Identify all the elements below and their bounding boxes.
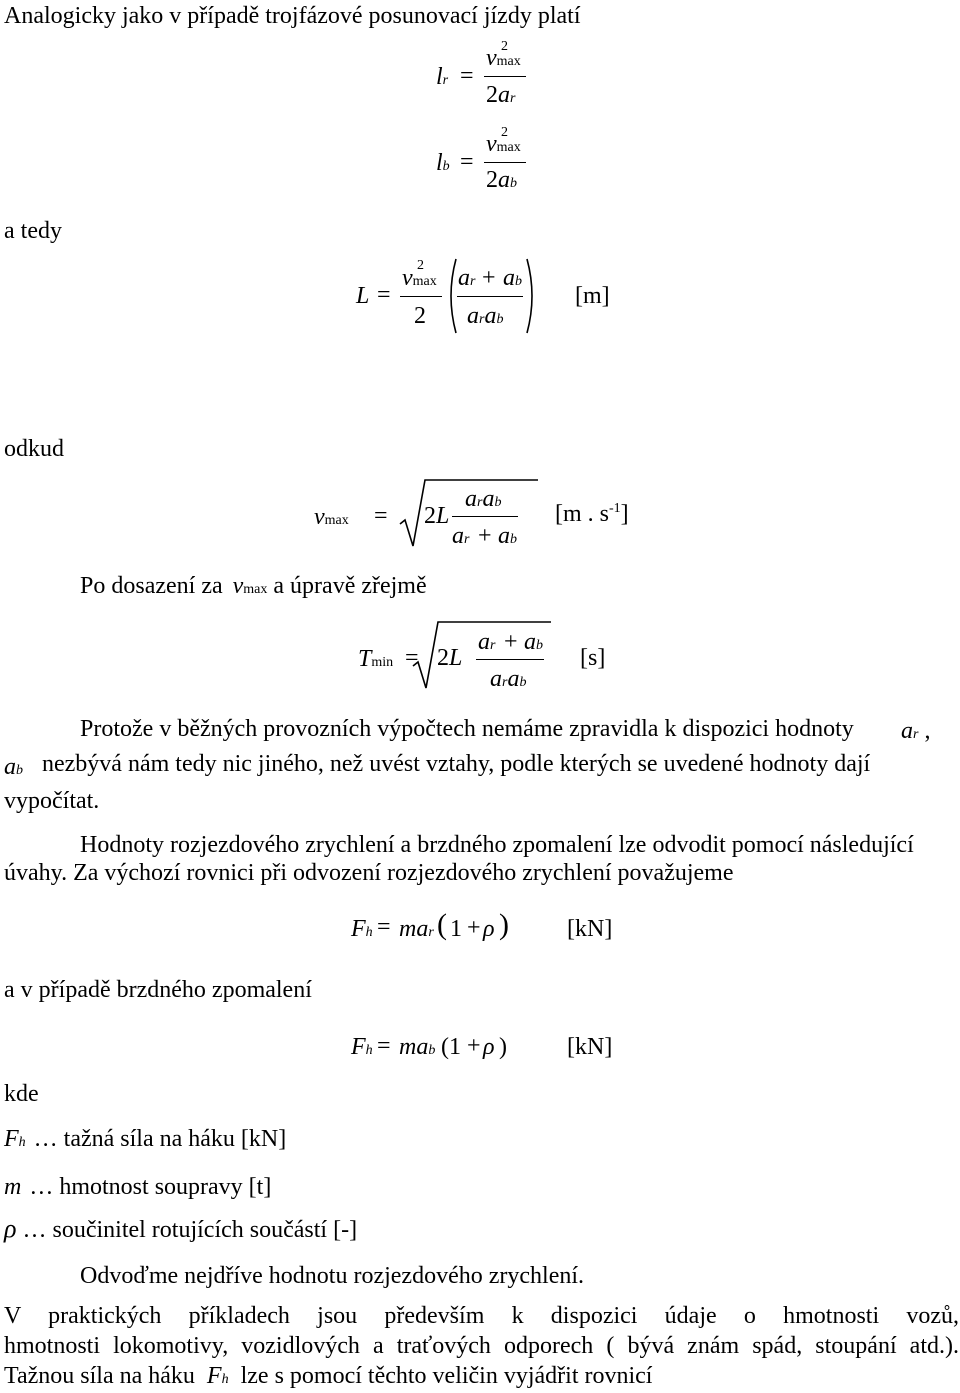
po-dosazeni-text-b: a úpravě zřejmě	[273, 573, 427, 599]
def-m: m … hmotnost soupravy [t]	[4, 1174, 272, 1200]
p3-line1: V praktických příkladech jsou především k dispozici údaje o hmotnosti vozů,	[4, 1303, 959, 1329]
unit-ms-exponent: -1	[609, 501, 621, 516]
p2-line1: Hodnoty rozjezdového zrychlení a brzdného zpomalení lze odvodit pomocí následující	[80, 832, 914, 858]
odvodme-text: Odvoďme nejdříve hodnotu rozjezdového zrychlení.	[80, 1263, 585, 1289]
p3-line2: hmotnosti lokomotivy, vozidlových a traťových odporech ( bývá znám spád, stoupání atd.).	[4, 1333, 959, 1359]
def-m-text: … hmotnost soupravy [t]	[29, 1174, 272, 1200]
a-tedy-text: a tedy	[4, 218, 62, 244]
p3-line3a: Tažnou síla na háku	[4, 1363, 195, 1389]
p3-line3: Tažnou síla na háku Fh lze s pomocí těchto veličin vyjádřit rovnicí	[4, 1363, 653, 1389]
def-fh-text: … tažná síla na háku [kN]	[33, 1126, 287, 1152]
unit-ms: [m . s	[555, 501, 609, 527]
a-v-pripade-text: a v případě brzdného zpomalení	[4, 977, 312, 1003]
odkud-text: odkud	[4, 436, 64, 462]
po-dosazeni-text-a: Po dosazení za	[80, 573, 223, 599]
p3-line3b: lze s pomocí těchto veličin vyjádřit rovnicí	[240, 1363, 653, 1389]
def-rho: ρ … součinitel rotujících součástí [-]	[4, 1214, 358, 1243]
unit-kn-2: [kN]	[567, 1034, 613, 1060]
unit-kn-1: [kN]	[567, 916, 613, 942]
symbol-ab: ab	[4, 754, 23, 780]
kde-text: kde	[4, 1081, 39, 1107]
symbol-ar: ar ,	[901, 718, 931, 744]
intro-text: Analogicky jako v případě trojfázové posunovací jízdy platí	[4, 3, 581, 29]
unit-ms-close: ]	[620, 501, 629, 527]
p2-line2: úvahy. Za výchozí rovnici při odvození rozjezdového zrychlení považujeme	[4, 860, 734, 886]
p1-line2: nezbývá nám tedy nic jiného, než uvést vztahy, podle kterých se uvedené hodnoty dají	[42, 751, 871, 777]
unit-m: [m]	[575, 283, 610, 309]
p1-line1: Protože v běžných provozních výpočtech nemáme zpravidla k dispozici hodnoty	[80, 716, 854, 742]
def-rho-text: … součinitel rotujících součástí [-]	[22, 1217, 358, 1243]
p1-line3: vypočítat.	[4, 788, 100, 814]
right-paren-icon	[526, 258, 538, 334]
po-dosazeni-line: Po dosazení za vmax a úpravě zřejmě	[80, 573, 427, 599]
left-paren-icon	[445, 258, 457, 334]
def-fh: Fh … tažná síla na háku [kN]	[4, 1126, 287, 1152]
unit-s: [s]	[580, 645, 606, 671]
